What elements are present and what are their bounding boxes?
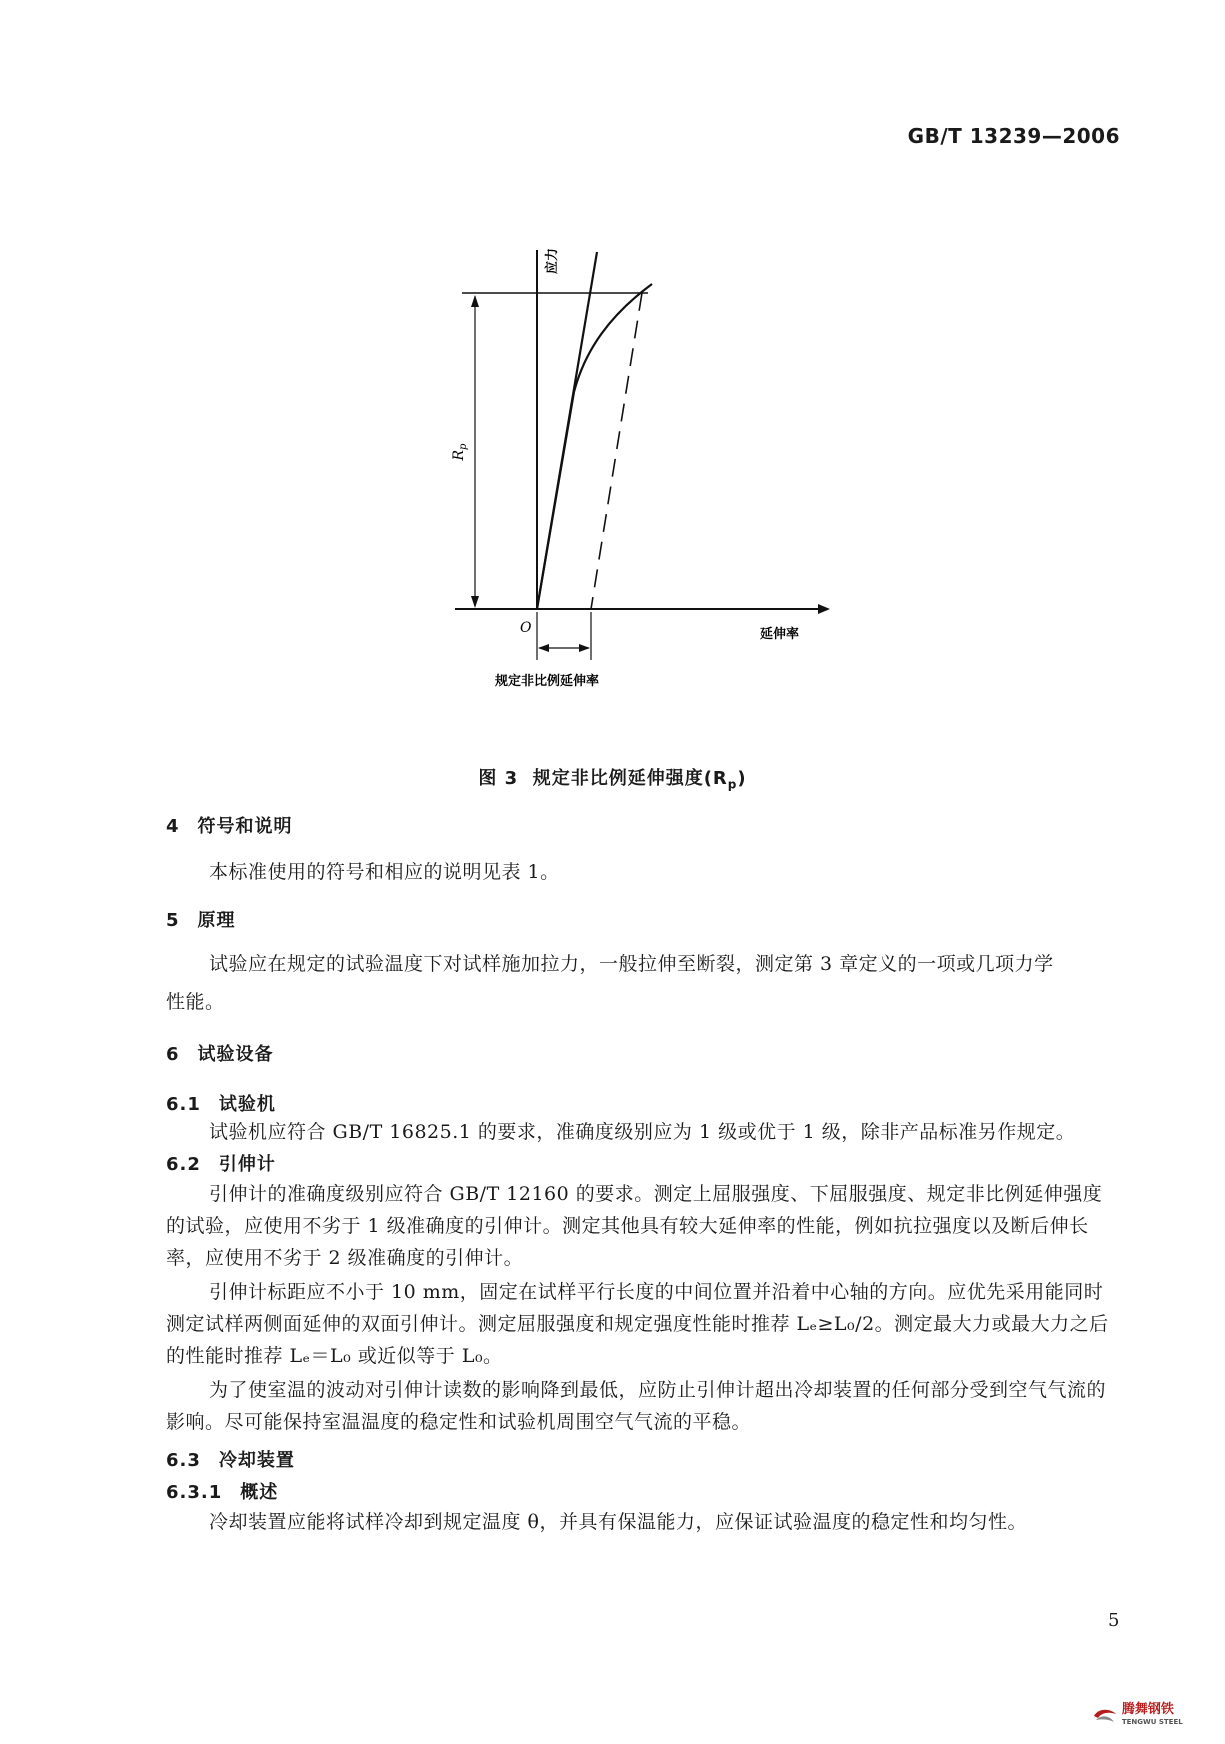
caption-sub: p: [727, 777, 738, 792]
section-4-paragraph: 本标准使用的符号和相应的说明见表 1。: [209, 861, 560, 883]
section-6-2-paragraph-1: 引伸计的准确度级别应符合 GB/T 12160 的要求。测定上屈服强度、下屈服强度、规定非比例延伸强度的试验，应使用不劣于 1 级准确度的引伸计。测定其他具有较大延伸率的性能，例如抗拉强度以及断后伸长率，应使用不劣于 2 级准确度的引伸计。: [166, 1183, 1103, 1269]
rp-arrow-bottom: [471, 596, 479, 608]
figure-caption: [0, 764, 1225, 792]
y-axis-label: 应力: [545, 248, 560, 275]
offset-arrow-right: [579, 644, 590, 652]
logo-text: 腾舞钢铁: [1121, 1702, 1174, 1717]
offset-dashed-line: [591, 293, 642, 609]
section-6-2-paragraph-2: 引伸计标距应不小于 10 mm，固定在试样平行长度的中间位置并沿着中心轴的方向。应优先采用能同时测定试样两侧面延伸的双面引伸计。测定屈服强度和规定强度性能时推荐 Lₑ≥L₀/2。测定最大力或最大力之后的性能时推荐 Lₑ＝L₀ 或近似等于 L₀。: [166, 1281, 1109, 1367]
stress-strain-curve: [537, 284, 652, 609]
section-6-3-1-paragraph: 冷却装置应能将试样冷却到规定温度 θ，并具有保温能力，应保证试验温度的稳定性和均匀性。: [209, 1511, 1027, 1533]
section-6-1-paragraph: 试验机应符合 GB/T 16825.1 的要求，准确度级别应为 1 级或优于 1 级，除非产品标准另作规定。: [209, 1121, 1076, 1143]
section-6-3-1-heading: 6.3.1 概述: [166, 1482, 279, 1503]
publisher-logo: [1092, 1704, 1183, 1728]
section-6-2-paragraph-3: 为了使室温的波动对引伸计读数的影响降到最低，应防止引伸计超出冷却装置的任何部分受到空气气流的影响。尽可能保持室温温度的稳定性和试验机周围空气气流的平稳。: [166, 1379, 1107, 1433]
section-5-line2: 性能。: [166, 991, 225, 1013]
rp-arrow-top: [471, 295, 479, 307]
section-6-2-heading: 6.2 引伸计: [166, 1154, 276, 1175]
section-5-line1: 试验应在规定的试验温度下对试样施加拉力，一般拉伸至断裂，测定第 3 章定义的一项或几项力学: [209, 953, 1054, 975]
caption-text: 规定非比例延伸强度(R: [532, 768, 728, 789]
standard-number: GB/T 13239—2006: [907, 124, 1120, 148]
section-6-1-heading: 6.1 试验机: [166, 1094, 276, 1115]
x-axis-arrow: [818, 604, 830, 614]
origin-label: O: [520, 620, 532, 636]
logo-mark-icon: [1092, 1706, 1118, 1726]
caption-close: ): [737, 768, 747, 789]
stress-strain-figure: [430, 240, 850, 710]
page-number: 5: [1108, 1610, 1120, 1631]
x-axis-label: 延伸率: [760, 627, 800, 642]
section-5-heading: 5 原理: [166, 910, 236, 931]
section-4-heading: 4 符号和说明: [166, 816, 293, 837]
section-6-heading: 6 试验设备: [166, 1044, 274, 1065]
section-6-3-heading: 6.3 冷却装置: [166, 1450, 295, 1471]
rp-label: $R_p$: [451, 443, 469, 461]
offset-arrow-left: [538, 644, 549, 652]
offset-label: 规定非比例延伸率: [495, 674, 600, 689]
logo-sub: TENGWU STEEL: [1121, 1718, 1183, 1726]
caption-prefix: 图 3: [478, 768, 519, 789]
